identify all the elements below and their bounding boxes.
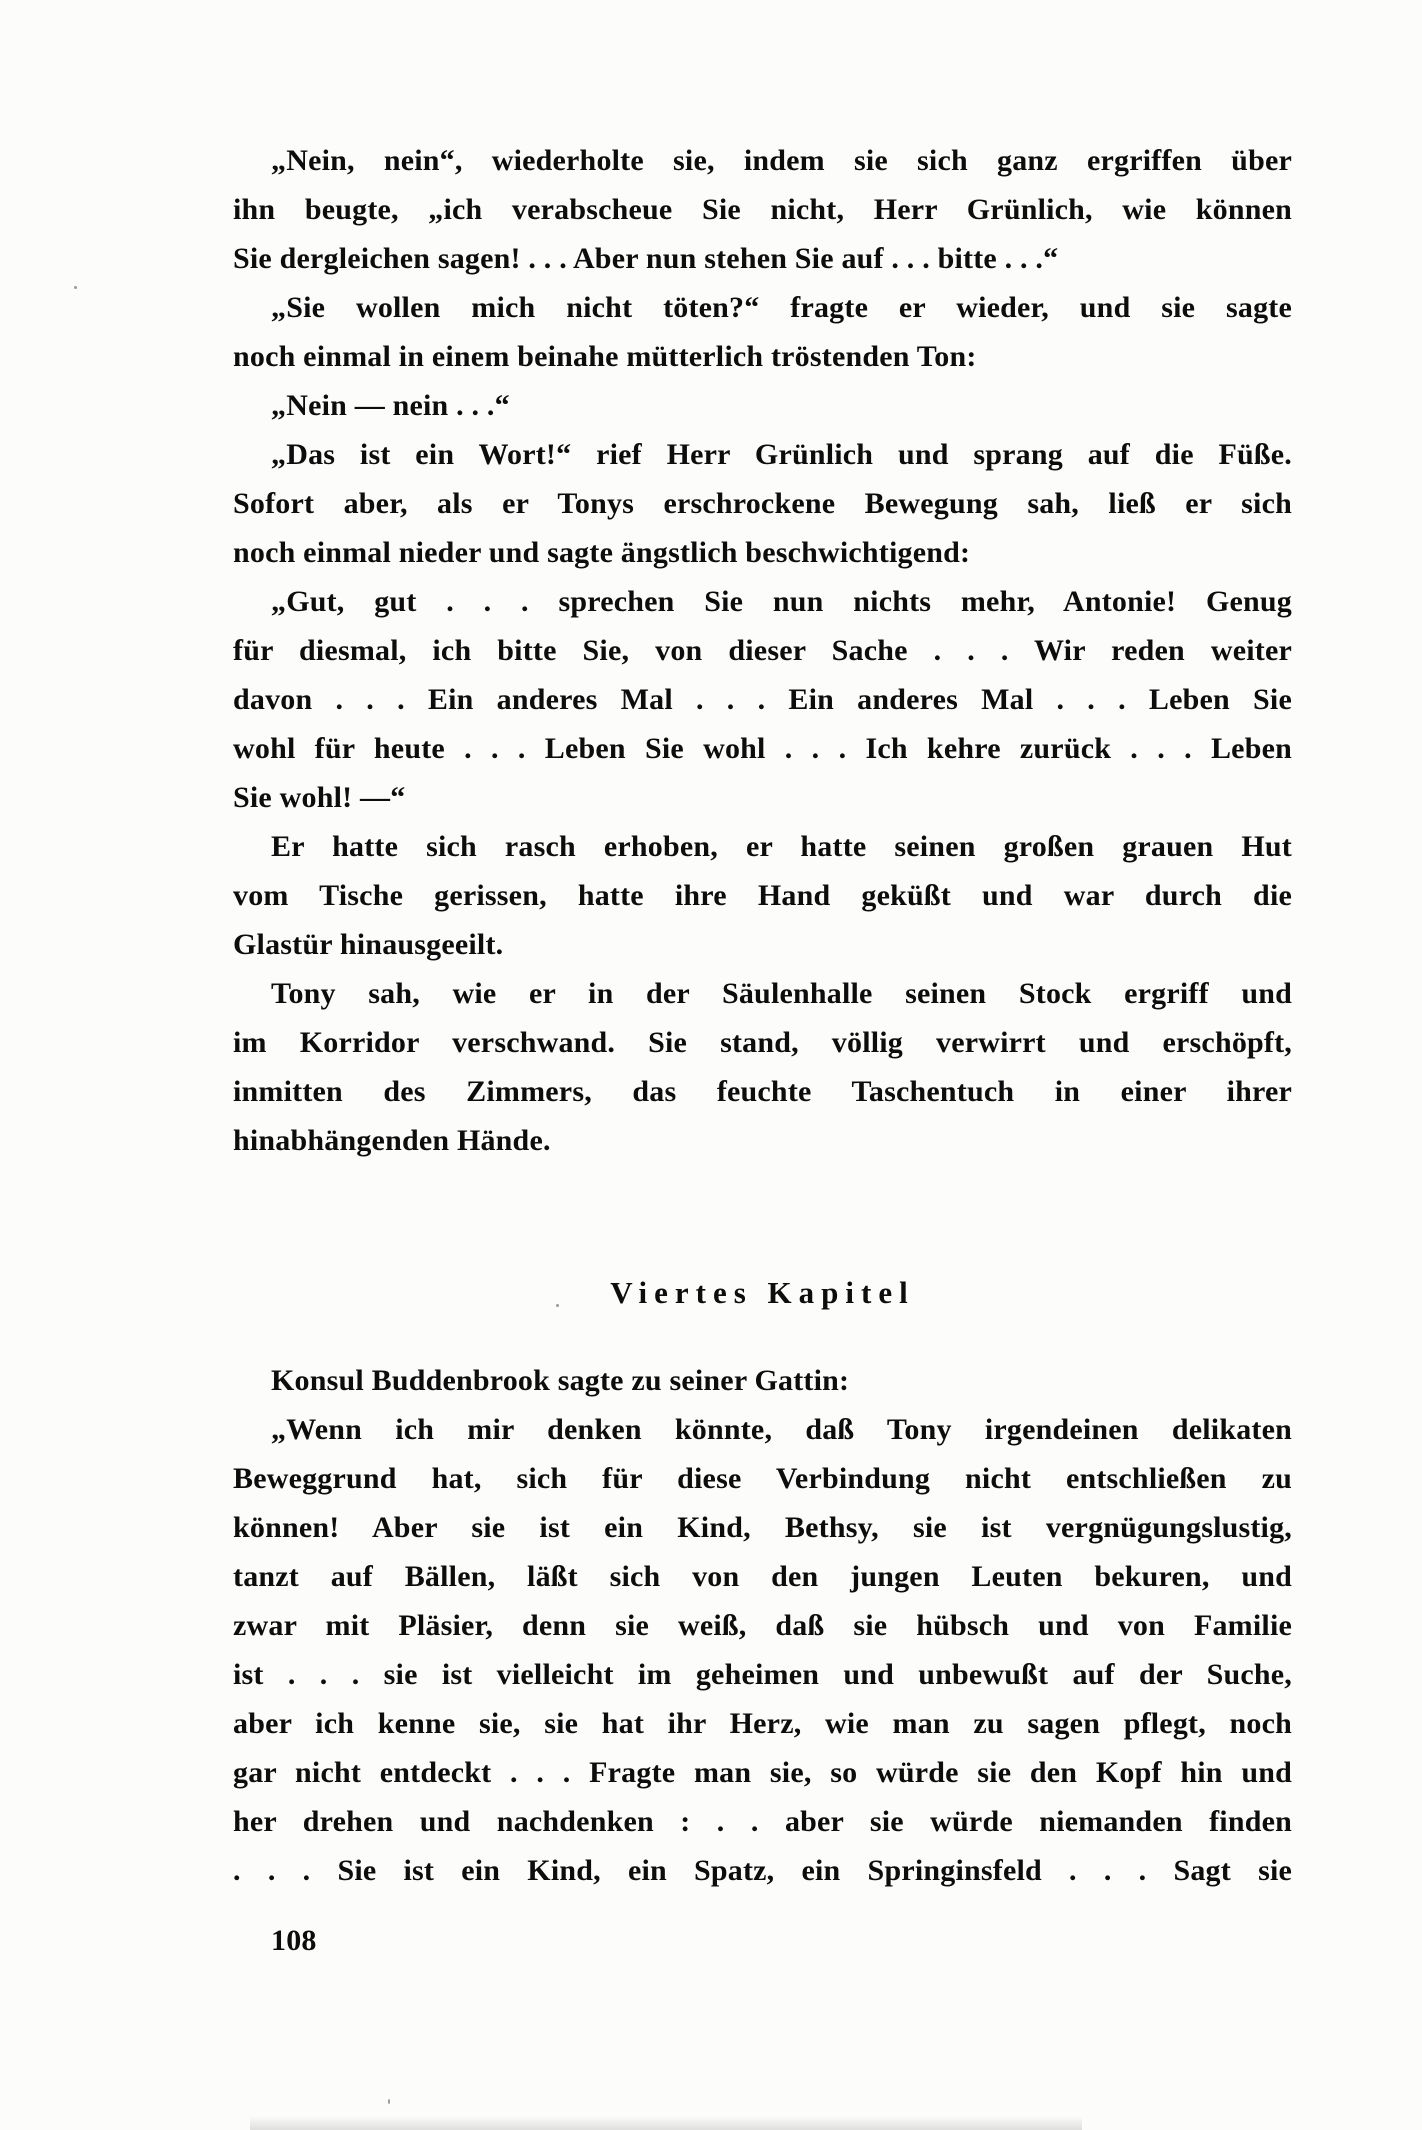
text-line: „Nein, nein“, wiederholte sie, indem sie sich ganz ergriffen über <box>271 144 1292 177</box>
text-line: Sie dergleichen sagen! . . . Aber nun stehen Sie auf . . . bitte . . .“ <box>233 242 1059 275</box>
chapter-heading: Viertes Kapitel <box>610 1275 915 1310</box>
scan-speck <box>556 1304 559 1307</box>
page-number: 108 <box>271 1924 317 1957</box>
scan-edge-shadow <box>250 2116 1082 2130</box>
body-before-heading <box>233 136 1292 1165</box>
text-line: ihn beugte, „ich verabscheue Sie nicht, Herr Grünlich, wie können <box>233 193 1292 226</box>
text-line: wohl für heute . . . Leben Sie wohl . . . Ich kehre zurück . . . Leben <box>233 732 1292 765</box>
text-line: Beweggrund hat, sich für diese Verbindung nicht entschließen zu <box>233 1462 1292 1495</box>
text-column <box>233 136 1292 1965</box>
text-line: Sofort aber, als er Tonys erschrockene Bewegung sah, ließ er sich <box>233 487 1292 520</box>
text-line: Konsul Buddenbrook sagte zu seiner Gattin: <box>271 1364 850 1397</box>
text-line: Glastür hinausgeeilt. <box>233 928 504 961</box>
text-line: „Gut, gut . . . sprechen Sie nun nichts mehr, Antonie! Genug <box>271 585 1292 618</box>
text-line: Sie wohl! —“ <box>233 781 406 814</box>
text-line: gar nicht entdeckt . . . Fragte man sie, so würde sie den Kopf hin und <box>233 1756 1292 1789</box>
text-line: vom Tische gerissen, hatte ihre Hand geküßt und war durch die <box>233 879 1292 912</box>
text-line: inmitten des Zimmers, das feuchte Taschentuch in einer ihrer <box>233 1075 1292 1108</box>
text-line: . . . Sie ist ein Kind, ein Spatz, ein Springinsfeld . . . Sagt sie <box>233 1854 1292 1887</box>
scan-speck <box>388 2099 390 2104</box>
body-after-heading <box>233 1356 1292 1895</box>
text-line: Er hatte sich rasch erhoben, er hatte seinen großen grauen Hut <box>271 830 1292 863</box>
text-line: „Nein — nein . . .“ <box>271 389 510 422</box>
text-line: im Korridor verschwand. Sie stand, völlig verwirrt und erschöpft, <box>233 1026 1292 1059</box>
text-line: zwar mit Pläsier, denn sie weiß, daß sie hübsch und von Familie <box>233 1609 1292 1642</box>
scan-speck <box>74 286 77 289</box>
text-line: „Das ist ein Wort!“ rief Herr Grünlich und sprang auf die Füße. <box>271 438 1292 471</box>
text-line: ist . . . sie ist vielleicht im geheimen und unbewußt auf der Suche, <box>233 1658 1292 1691</box>
text-line: tanzt auf Bällen, läßt sich von den jungen Leuten bekuren, und <box>233 1560 1292 1593</box>
text-line: Tony sah, wie er in der Säulenhalle seinen Stock ergriff und <box>271 977 1292 1010</box>
text-line: für diesmal, ich bitte Sie, von dieser Sache . . . Wir reden weiter <box>233 634 1292 667</box>
text-line: „Wenn ich mir denken könnte, daß Tony irgendeinen delikaten <box>271 1413 1292 1446</box>
text-line: „Sie wollen mich nicht töten?“ fragte er wieder, und sie sagte <box>271 291 1292 324</box>
text-line: noch einmal in einem beinahe mütterlich tröstenden Ton: <box>233 340 977 373</box>
text-line: können! Aber sie ist ein Kind, Bethsy, sie ist vergnügungslustig, <box>233 1511 1292 1544</box>
text-line: aber ich kenne sie, sie hat ihr Herz, wie man zu sagen pflegt, noch <box>233 1707 1292 1740</box>
text-line: her drehen und nachdenken : . . aber sie würde niemanden finden <box>233 1805 1292 1838</box>
text-line: davon . . . Ein anderes Mal . . . Ein anderes Mal . . . Leben Sie <box>233 683 1292 716</box>
text-line: noch einmal nieder und sagte ängstlich beschwichtigend: <box>233 536 971 569</box>
text-line: hinabhängenden Hände. <box>233 1124 551 1157</box>
